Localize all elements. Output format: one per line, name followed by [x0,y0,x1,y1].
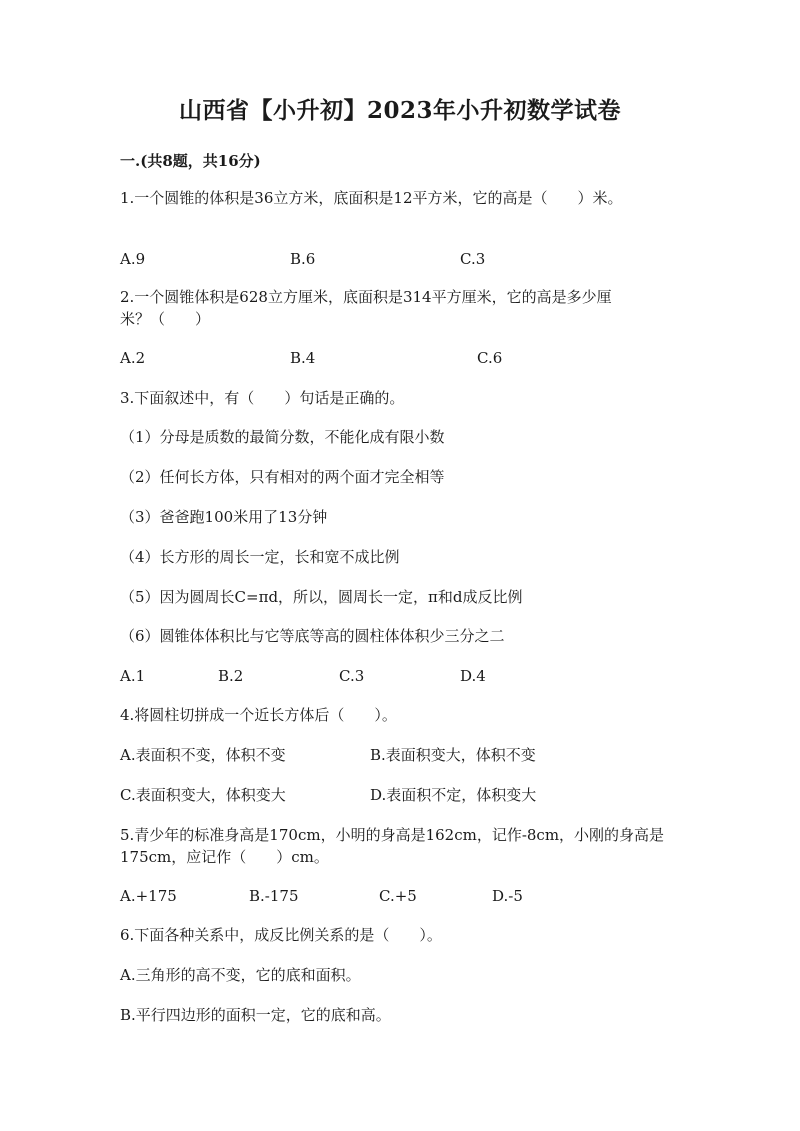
q3-option-a[interactable]: A.1 [120,667,146,685]
question-5-stem-line2: 175cm，应记作（ ）cm。 [120,848,329,866]
q3-option-b[interactable]: B.2 [218,667,244,685]
q2-option-a[interactable]: A.2 [120,349,146,367]
question-3-stem: 3.下面叙述中，有（ ）句话是正确的。 [120,389,405,407]
q3-statement-2: （2）任何长方体，只有相对的两个面才完全相等 [120,468,445,486]
q1-option-a[interactable]: A.9 [120,250,146,268]
question-5-stem-line1: 5.青少年的标准身高是170cm，小明的身高是162cm，记作-8cm，小刚的身高是 [120,826,665,844]
q2-option-c[interactable]: C.6 [477,349,503,367]
q4-option-b[interactable]: B.表面积变大，体积不变 [370,746,536,764]
q3-statement-6: （6）圆锥体体积比与它等底等高的圆柱体体积少三分之二 [120,627,505,645]
q3-option-d[interactable]: D.4 [460,667,486,685]
q1-option-c[interactable]: C.3 [460,250,486,268]
q3-statement-1: （1）分母是质数的最简分数，不能化成有限小数 [120,428,445,446]
q3-option-c[interactable]: C.3 [339,667,365,685]
q5-option-d[interactable]: D.-5 [492,887,523,905]
q5-option-a[interactable]: A.+175 [120,887,177,905]
q6-option-b[interactable]: B.平行四边形的面积一定，它的底和高。 [120,1006,391,1024]
q4-option-a[interactable]: A.表面积不变，体积不变 [120,746,286,764]
q3-statement-3: （3）爸爸跑100米用了13分钟 [120,508,328,526]
question-2-stem-line2: 米？（ ） [120,310,211,328]
question-2-stem-line1: 2.一个圆锥体积是628立方厘米，底面积是314平方厘米，它的高是多少厘 [120,288,612,306]
q5-option-c[interactable]: C.+5 [379,887,417,905]
q2-option-b[interactable]: B.4 [290,349,316,367]
question-6-stem: 6.下面各种关系中，成反比例关系的是（ ）。 [120,926,442,944]
section-heading: 一.(共8题，共16分) [120,152,261,170]
q3-statement-5: （5）因为圆周长C=πd，所以，圆周长一定，π和d成反比例 [120,588,523,606]
exam-title: 山西省【小升初】2023年小升初数学试卷 [178,97,621,124]
q4-option-d[interactable]: D.表面积不定，体积变大 [370,786,537,804]
question-1-stem: 1.一个圆锥的体积是36立方米，底面积是12平方米，它的高是（ ）米。 [120,189,623,207]
q3-statement-4: （4）长方形的周长一定，长和宽不成比例 [120,548,400,566]
q5-option-b[interactable]: B.-175 [249,887,299,905]
question-4-stem: 4.将圆柱切拼成一个近长方体后（ ）。 [120,706,397,724]
q4-option-c[interactable]: C.表面积变大，体积变大 [120,786,286,804]
q1-option-b[interactable]: B.6 [290,250,316,268]
q6-option-a[interactable]: A.三角形的高不变，它的底和面积。 [120,966,361,984]
